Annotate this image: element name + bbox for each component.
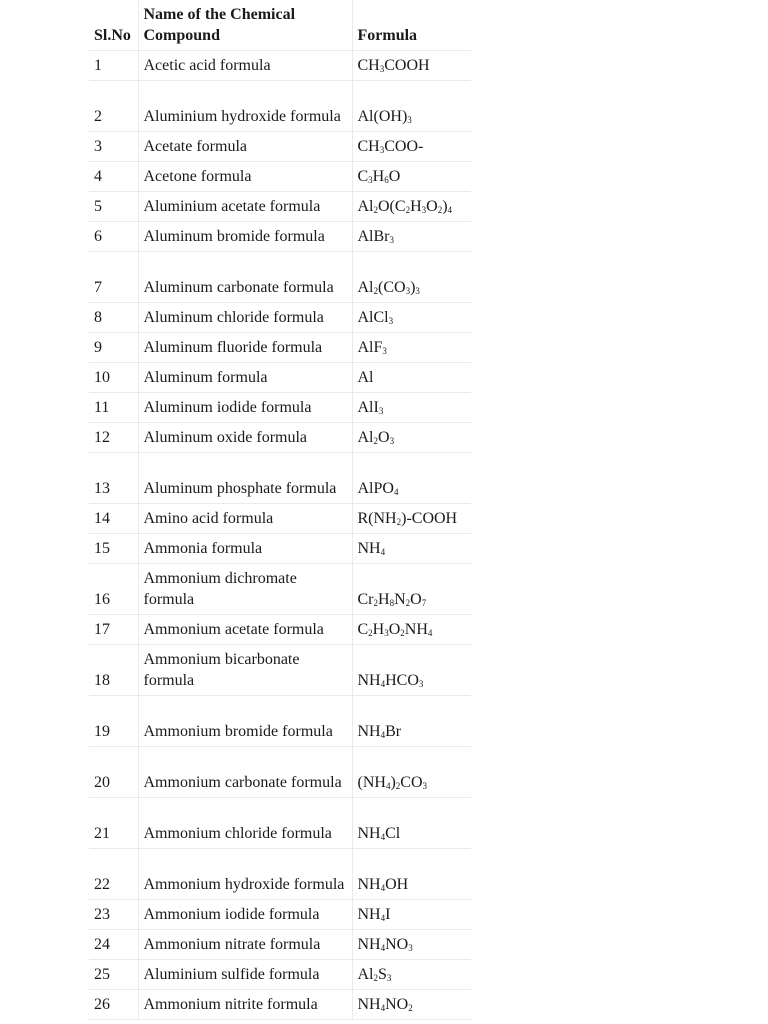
serial-number-cell: 8: [89, 302, 138, 332]
compound-name-cell: Aluminum fluoride formula: [138, 332, 352, 362]
formula-cell: $R(NH_2)$-COOH: [352, 503, 471, 533]
table-row: [89, 899, 471, 929]
compound-name-cell: Ammonia formula: [138, 533, 352, 563]
formula-cell: $NH_4NO_3$: [352, 929, 471, 959]
compound-name-cell: Acetone formula: [138, 161, 352, 191]
table-row: [89, 563, 471, 614]
compound-name-cell: Ammonium bromide formula: [138, 695, 352, 746]
table-row: [89, 80, 471, 131]
serial-number-cell: 5: [89, 191, 138, 221]
compound-table-container: [89, 0, 471, 1020]
compound-name-cell: Aluminum bromide formula: [138, 221, 352, 251]
table-row: [89, 362, 471, 392]
formula-cell: AlPO$_4$: [352, 452, 471, 503]
table-row: [89, 989, 471, 1019]
serial-number-cell: 17: [89, 614, 138, 644]
table-row: [89, 959, 471, 989]
formula-cell: AlI$_3$: [352, 392, 471, 422]
compound-name-cell: Acetic acid formula: [138, 50, 352, 80]
formula-cell: $Cr_2H_8N_2O_7$: [352, 563, 471, 614]
formula-cell: AlCl$_3$: [352, 302, 471, 332]
serial-number-cell: 25: [89, 959, 138, 989]
compound-name-cell: Amino acid formula: [138, 503, 352, 533]
serial-number-cell: 20: [89, 746, 138, 797]
formula-cell: $NH_4I$: [352, 899, 471, 929]
table-row: [89, 746, 471, 797]
formula-cell: $Al_2S_3$: [352, 959, 471, 989]
table-row: [89, 848, 471, 899]
header-serial-number: Sl.No: [89, 0, 138, 50]
compound-name-cell: Aluminium sulfide formula: [138, 959, 352, 989]
table-row: [89, 221, 471, 251]
formula-cell: $Al_2(CO_3)_3$: [352, 251, 471, 302]
table-row: [89, 503, 471, 533]
formula-cell: AlBr$_3$: [352, 221, 471, 251]
compound-name-cell: Ammonium hydroxide formula: [138, 848, 352, 899]
formula-cell: $NH_4OH$: [352, 848, 471, 899]
formula-cell: $Al_2O(C_2H_3O_2)_4$: [352, 191, 471, 221]
table-row: [89, 797, 471, 848]
serial-number-cell: 1: [89, 50, 138, 80]
header-formula: Formula: [352, 0, 471, 50]
compound-name-cell: Ammonium bicarbonate formula: [138, 644, 352, 695]
formula-cell: $(NH_4)_2CO_3$: [352, 746, 471, 797]
serial-number-cell: 2: [89, 80, 138, 131]
table-row: [89, 161, 471, 191]
table-row: [89, 452, 471, 503]
compound-name-cell: Aluminum iodide formula: [138, 392, 352, 422]
formula-cell: $NH_4Cl$: [352, 797, 471, 848]
serial-number-cell: 6: [89, 221, 138, 251]
table-row: [89, 131, 471, 161]
formula-cell: $CH_3COO-$: [352, 131, 471, 161]
serial-number-cell: 7: [89, 251, 138, 302]
compound-name-cell: Aluminum formula: [138, 362, 352, 392]
table-row: [89, 392, 471, 422]
compound-name-cell: Ammonium acetate formula: [138, 614, 352, 644]
table-row: [89, 50, 471, 80]
compound-name-cell: Ammonium nitrite formula: [138, 989, 352, 1019]
compound-name-cell: Aluminium acetate formula: [138, 191, 352, 221]
serial-number-cell: 22: [89, 848, 138, 899]
compound-name-cell: Aluminum carbonate formula: [138, 251, 352, 302]
serial-number-cell: 11: [89, 392, 138, 422]
table-row: [89, 644, 471, 695]
formula-cell: $NH_4NO_2$: [352, 989, 471, 1019]
compound-name-cell: Ammonium dichromate formula: [138, 563, 352, 614]
formula-cell: $NH_4$: [352, 533, 471, 563]
table-row: [89, 251, 471, 302]
serial-number-cell: 18: [89, 644, 138, 695]
compound-name-cell: Aluminium hydroxide formula: [138, 80, 352, 131]
formula-cell: $Al(OH)_3$: [352, 80, 471, 131]
compound-name-cell: Ammonium carbonate formula: [138, 746, 352, 797]
compound-name-cell: Ammonium chloride formula: [138, 797, 352, 848]
serial-number-cell: 23: [89, 899, 138, 929]
formula-cell: $CH_3COOH$: [352, 50, 471, 80]
compound-name-cell: Aluminum chloride formula: [138, 302, 352, 332]
compound-name-cell: Aluminum phosphate formula: [138, 452, 352, 503]
table-row: [89, 614, 471, 644]
formula-cell: AlF$_3$: [352, 332, 471, 362]
table-row: [89, 332, 471, 362]
table-row: [89, 422, 471, 452]
table-body: [89, 50, 471, 1019]
serial-number-cell: 13: [89, 452, 138, 503]
formula-cell: Al: [352, 362, 471, 392]
table-row: [89, 929, 471, 959]
table-row: [89, 695, 471, 746]
serial-number-cell: 12: [89, 422, 138, 452]
serial-number-cell: 4: [89, 161, 138, 191]
table-row: [89, 533, 471, 563]
formula-cell: $NH_4HCO_3$: [352, 644, 471, 695]
compound-name-cell: Ammonium nitrate formula: [138, 929, 352, 959]
formula-cell: $NH_4Br$: [352, 695, 471, 746]
table-row: [89, 302, 471, 332]
formula-cell: $Al_2O_3$: [352, 422, 471, 452]
serial-number-cell: 14: [89, 503, 138, 533]
serial-number-cell: 15: [89, 533, 138, 563]
formula-cell: $C_3H_6O$: [352, 161, 471, 191]
serial-number-cell: 16: [89, 563, 138, 614]
serial-number-cell: 3: [89, 131, 138, 161]
serial-number-cell: 19: [89, 695, 138, 746]
compound-name-cell: Aluminum oxide formula: [138, 422, 352, 452]
table-header-row: [89, 0, 471, 50]
compound-name-cell: Acetate formula: [138, 131, 352, 161]
serial-number-cell: 9: [89, 332, 138, 362]
serial-number-cell: 26: [89, 989, 138, 1019]
header-compound-name: Name of the Chemical Compound: [138, 0, 352, 50]
serial-number-cell: 10: [89, 362, 138, 392]
chemical-formula-table: [89, 0, 471, 1020]
compound-name-cell: Ammonium iodide formula: [138, 899, 352, 929]
serial-number-cell: 24: [89, 929, 138, 959]
serial-number-cell: 21: [89, 797, 138, 848]
formula-cell: $C_2H_3O_2NH_4$: [352, 614, 471, 644]
table-row: [89, 191, 471, 221]
